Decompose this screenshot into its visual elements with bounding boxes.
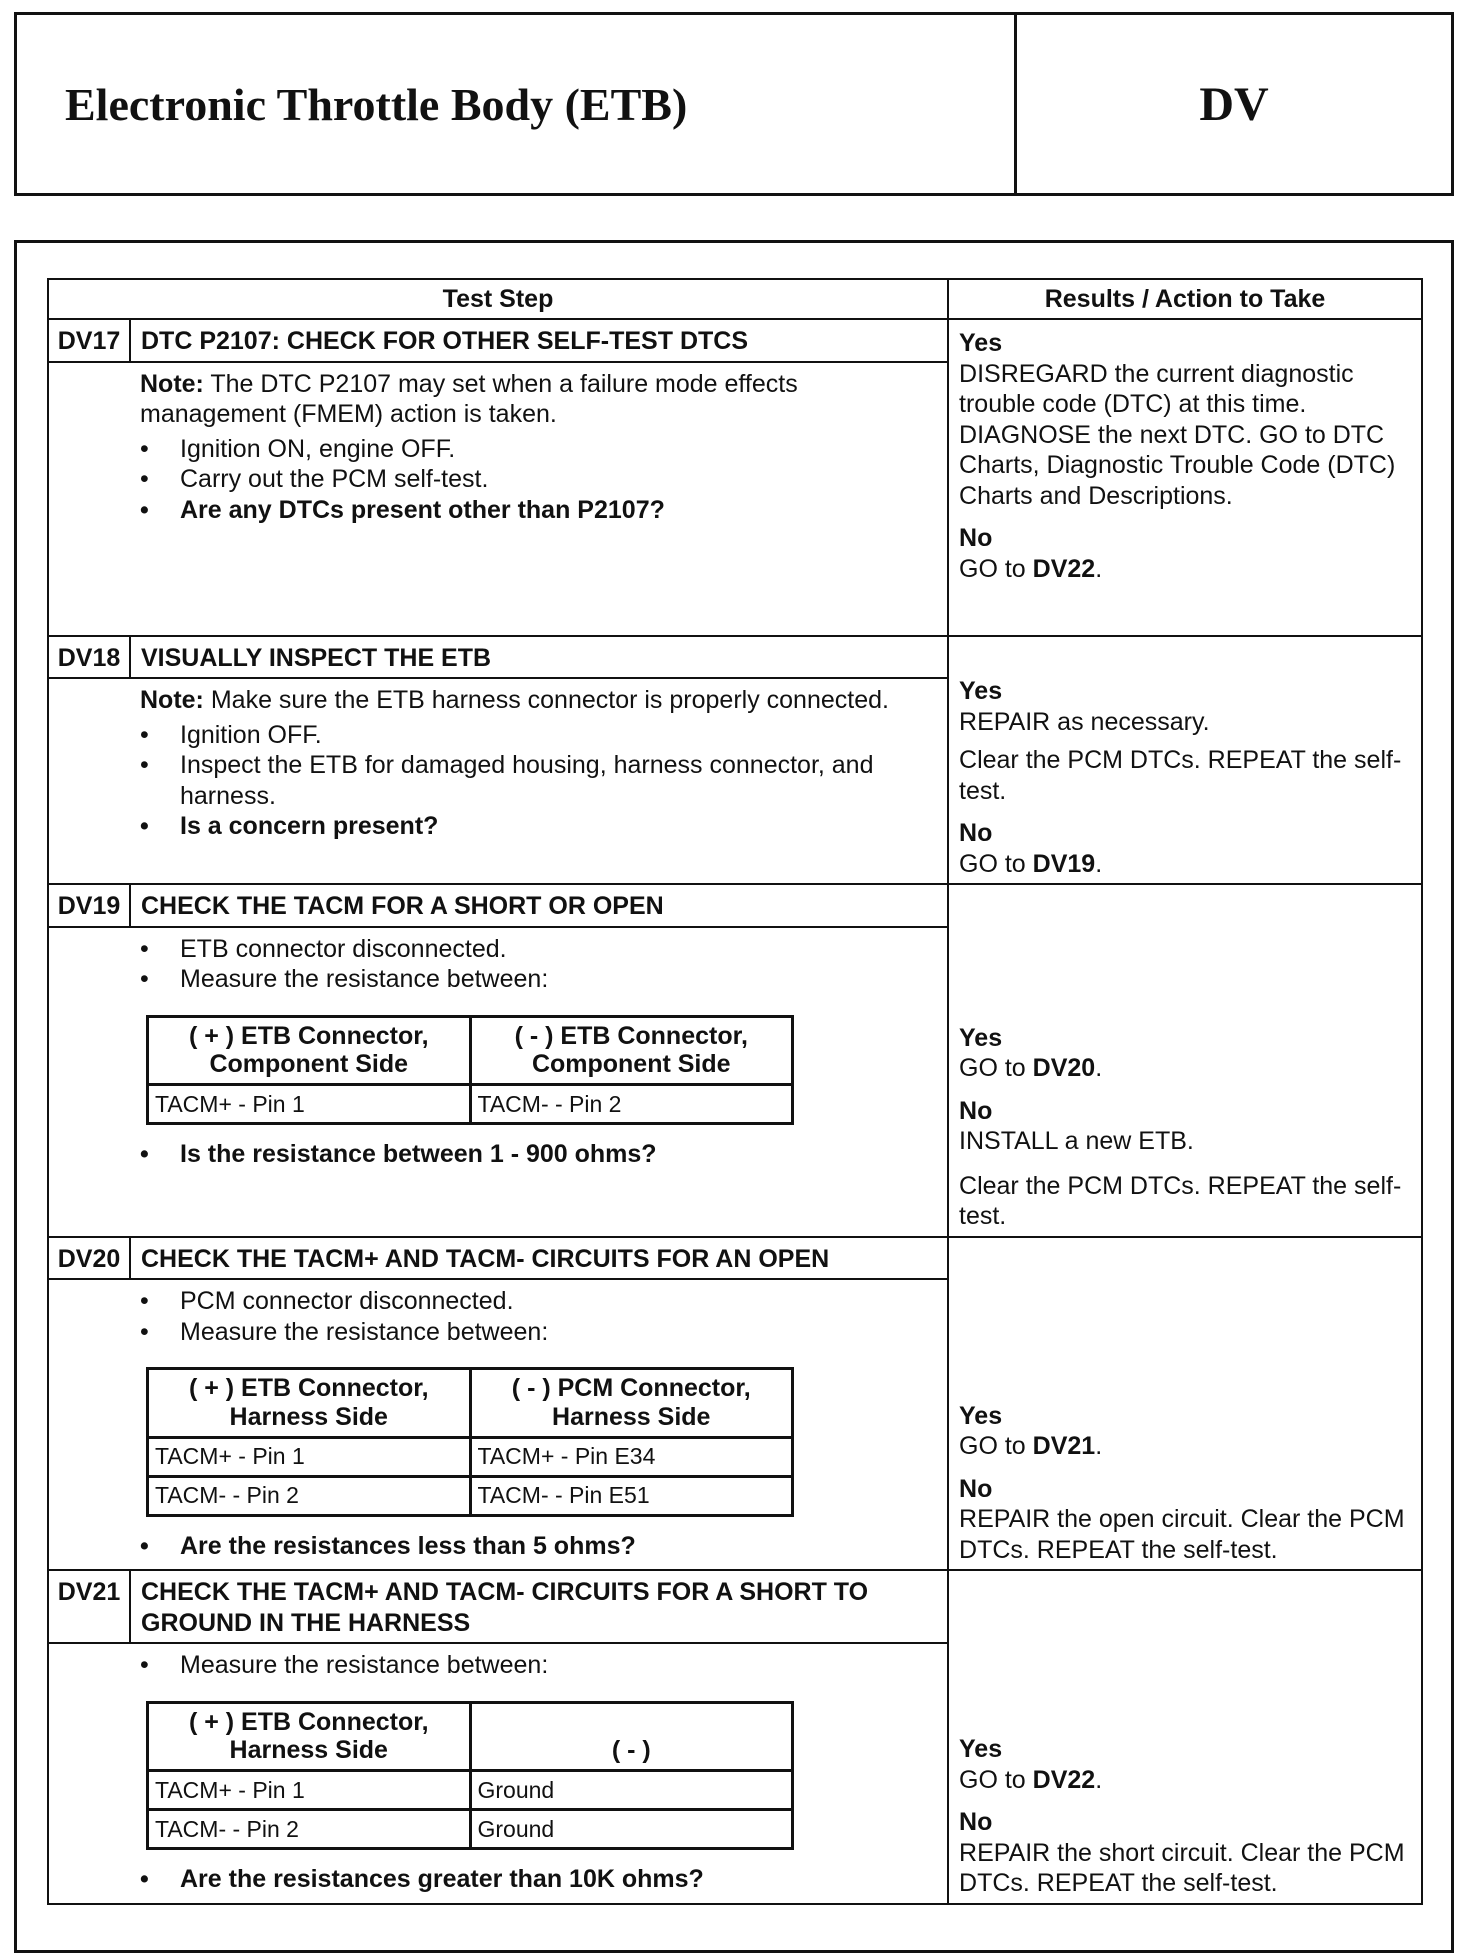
no-label: No: [959, 1096, 993, 1125]
meas-cell: TACM+ - Pin 1: [148, 1771, 471, 1810]
no-label: No: [959, 819, 993, 847]
goto-link: DV22: [1032, 1765, 1096, 1794]
no-action: GO to DV19.: [959, 849, 1103, 878]
table-row: [148, 1771, 793, 1810]
step-body: [130, 1279, 948, 1570]
measurement-table: [146, 1015, 794, 1126]
step-dv19-results: [948, 884, 1422, 1237]
step-bullet: • ETB connector disconnected.: [140, 934, 937, 965]
step-bullet: • Ignition OFF.: [140, 720, 937, 751]
table-row: [148, 1437, 793, 1476]
no-action-2: Clear the PCM DTCs. REPEAT the self-test.: [959, 1171, 1402, 1230]
yes-action: DISREGARD the current diagnostic trouble code (DTC) at this time. DIAGNOSE the next DTC. GO to DTC Charts, Diagnostic Trouble Code (DTC) Charts and Descriptions.: [959, 359, 1396, 510]
meas-cell: TACM+ - Pin 1: [148, 1085, 471, 1124]
step-dv18-title-row: [48, 636, 1422, 679]
meas-cell: TACM+ - Pin 1: [148, 1437, 471, 1476]
goto-link: DV19: [1032, 849, 1096, 878]
yes-action: GO to DV20.: [959, 1054, 1103, 1082]
meas-cell: Ground: [470, 1771, 793, 1810]
table-row: [148, 1810, 793, 1849]
table-row: [148, 1476, 793, 1515]
step-body: [130, 1643, 948, 1904]
meas-cell: Ground: [470, 1810, 793, 1849]
step-dv19-title-row: [48, 884, 1422, 927]
step-title: CHECK THE TACM FOR A SHORT OR OPEN: [130, 884, 948, 927]
section-code: DV: [1014, 15, 1451, 193]
diagnostic-table: [47, 278, 1423, 1905]
step-id: DV19: [48, 884, 130, 927]
yes-label: Yes: [959, 1401, 1003, 1430]
meas-col-minus: ( - ) ETB Connector, Component Side: [470, 1016, 793, 1085]
yes-action: REPAIR as necessary.: [959, 707, 1210, 736]
step-id: DV20: [48, 1237, 130, 1280]
meas-col-minus: ( - ) PCM Connector, Harness Side: [470, 1369, 793, 1438]
no-label: No: [959, 1474, 993, 1503]
no-label: No: [959, 1808, 993, 1836]
step-note: Note: Make sure the ETB harness connector is properly connected.: [140, 686, 889, 714]
step-dv17-results: [948, 319, 1422, 636]
goto-link: DV20: [1032, 1054, 1096, 1082]
goto-link: DV21: [1032, 1432, 1096, 1460]
yes-label: Yes: [959, 1023, 1003, 1052]
step-id: DV18: [48, 636, 130, 679]
yes-label: Yes: [959, 677, 1003, 705]
page-header: [14, 12, 1454, 196]
step-bullet: • Inspect the ETB for damaged housing, harness connector, and harness.: [140, 750, 937, 811]
no-action: REPAIR the short circuit. Clear the PCM DTCs. REPEAT the self-test.: [959, 1838, 1405, 1897]
step-note: Note: The DTC P2107 may set when a failure mode effects management (FMEM) action is taken.: [140, 369, 798, 428]
step-bullet: • PCM connector disconnected.: [140, 1286, 937, 1317]
step-body: [130, 678, 948, 884]
step-title: CHECK THE TACM+ AND TACM- CIRCUITS FOR AN OPEN: [130, 1237, 948, 1280]
yes-action-2: Clear the PCM DTCs. REPEAT the self-test.: [959, 746, 1402, 805]
step-dv20-title-row: [48, 1237, 1422, 1280]
meas-col-minus: ( - ): [470, 1702, 793, 1771]
meas-cell: TACM- - Pin 2: [470, 1085, 793, 1124]
step-question: • Are any DTCs present other than P2107?: [140, 495, 937, 526]
step-bullet: • Ignition ON, engine OFF.: [140, 434, 937, 465]
meas-cell: TACM- - Pin E51: [470, 1476, 793, 1515]
measurement-table: [146, 1701, 794, 1851]
no-label: No: [959, 524, 993, 552]
meas-cell: TACM- - Pin 2: [148, 1476, 471, 1515]
meas-col-plus: ( + ) ETB Connector, Harness Side: [148, 1369, 471, 1438]
table-header-row: [48, 279, 1422, 319]
step-body: [130, 362, 948, 636]
results-header: Results / Action to Take: [948, 279, 1422, 319]
step-title: VISUALLY INSPECT THE ETB: [130, 636, 948, 679]
goto-link: DV22: [1032, 554, 1096, 583]
step-title: DTC P2107: CHECK FOR OTHER SELF-TEST DTCS: [130, 319, 948, 362]
table-row: [148, 1085, 793, 1124]
step-dv18-results: [948, 636, 1422, 885]
step-question: • Is a concern present?: [140, 811, 937, 842]
step-dv17-title-row: [48, 319, 1422, 362]
step-bullet: • Measure the resistance between:: [140, 1317, 937, 1348]
yes-label: Yes: [959, 1735, 1003, 1763]
meas-cell: TACM+ - Pin E34: [470, 1437, 793, 1476]
step-body: [130, 927, 948, 1237]
page-title: Electronic Throttle Body (ETB): [65, 78, 688, 130]
step-dv20-results: [948, 1237, 1422, 1571]
diagnostic-frame: [14, 240, 1454, 1953]
yes-action: GO to DV21.: [959, 1432, 1103, 1460]
yes-action: GO to DV22.: [959, 1765, 1103, 1794]
no-action: INSTALL a new ETB.: [959, 1127, 1194, 1155]
meas-col-plus: ( + ) ETB Connector, Harness Side: [148, 1702, 471, 1771]
step-dv21-title-row: [48, 1570, 1422, 1643]
step-dv21-results: [948, 1570, 1422, 1904]
measurement-table: [146, 1367, 794, 1517]
no-action: GO to DV22.: [959, 554, 1103, 583]
step-id: DV17: [48, 319, 130, 362]
step-title: CHECK THE TACM+ AND TACM- CIRCUITS FOR A SHORT TO GROUND IN THE HARNESS: [130, 1570, 948, 1643]
yes-label: Yes: [959, 329, 1003, 357]
test-step-header: Test Step: [48, 279, 948, 319]
step-bullet: • Measure the resistance between:: [140, 964, 937, 995]
step-question: • Are the resistances greater than 10K ohms?: [140, 1864, 937, 1895]
step-question: • Is the resistance between 1 - 900 ohms?: [140, 1139, 937, 1170]
step-id: DV21: [48, 1570, 130, 1643]
step-bullet: • Carry out the PCM self-test.: [140, 464, 937, 495]
step-bullet: • Measure the resistance between:: [140, 1650, 937, 1681]
meas-col-plus: ( + ) ETB Connector, Component Side: [148, 1016, 471, 1085]
meas-cell: TACM- - Pin 2: [148, 1810, 471, 1849]
no-action: REPAIR the open circuit. Clear the PCM DTCs. REPEAT the self-test.: [959, 1505, 1405, 1564]
step-question: • Are the resistances less than 5 ohms?: [140, 1531, 937, 1562]
